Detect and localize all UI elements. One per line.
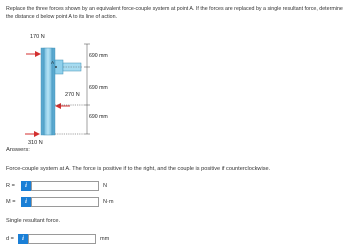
dimension-label-1: 690 mm [89, 53, 108, 59]
m-label: M = [6, 199, 16, 205]
d-label: d = [6, 236, 14, 242]
point-a-label: A [51, 60, 55, 65]
r-label: R = [6, 183, 15, 189]
force-310-label: 310 N [28, 140, 43, 146]
problem-statement: Replace the three forces shown by an equivalent force-couple system at point A. If the forces are replaced by a single resultant force, determine the distance d below point A to its line of action. [6, 6, 343, 21]
d-input[interactable] [28, 234, 96, 244]
r-info-button[interactable]: i [21, 181, 31, 191]
dimension-lines [55, 44, 90, 134]
r-unit: N [103, 183, 108, 189]
horizontal-arm [55, 60, 82, 74]
force-270-label: 270 N [65, 92, 80, 98]
single-resultant-heading: Single resultant force. [6, 218, 61, 224]
m-info-button[interactable]: i [21, 197, 31, 207]
r-input[interactable] [31, 181, 99, 191]
force-170-label: 170 N [30, 34, 45, 40]
dimension-label-2: 690 mm [89, 85, 108, 91]
answers-description: Force-couple system at A. The force is positive if to the right, and the couple is positive if counterclockwise. [6, 166, 271, 172]
m-input[interactable] [31, 197, 99, 207]
m-unit: N·m [103, 199, 114, 205]
answers-heading: Answers: [6, 147, 30, 153]
point-a-marker [55, 66, 57, 68]
d-unit: mm [100, 236, 110, 242]
dimension-label-3: 690 mm [89, 114, 108, 120]
d-info-button[interactable]: i [18, 234, 28, 244]
